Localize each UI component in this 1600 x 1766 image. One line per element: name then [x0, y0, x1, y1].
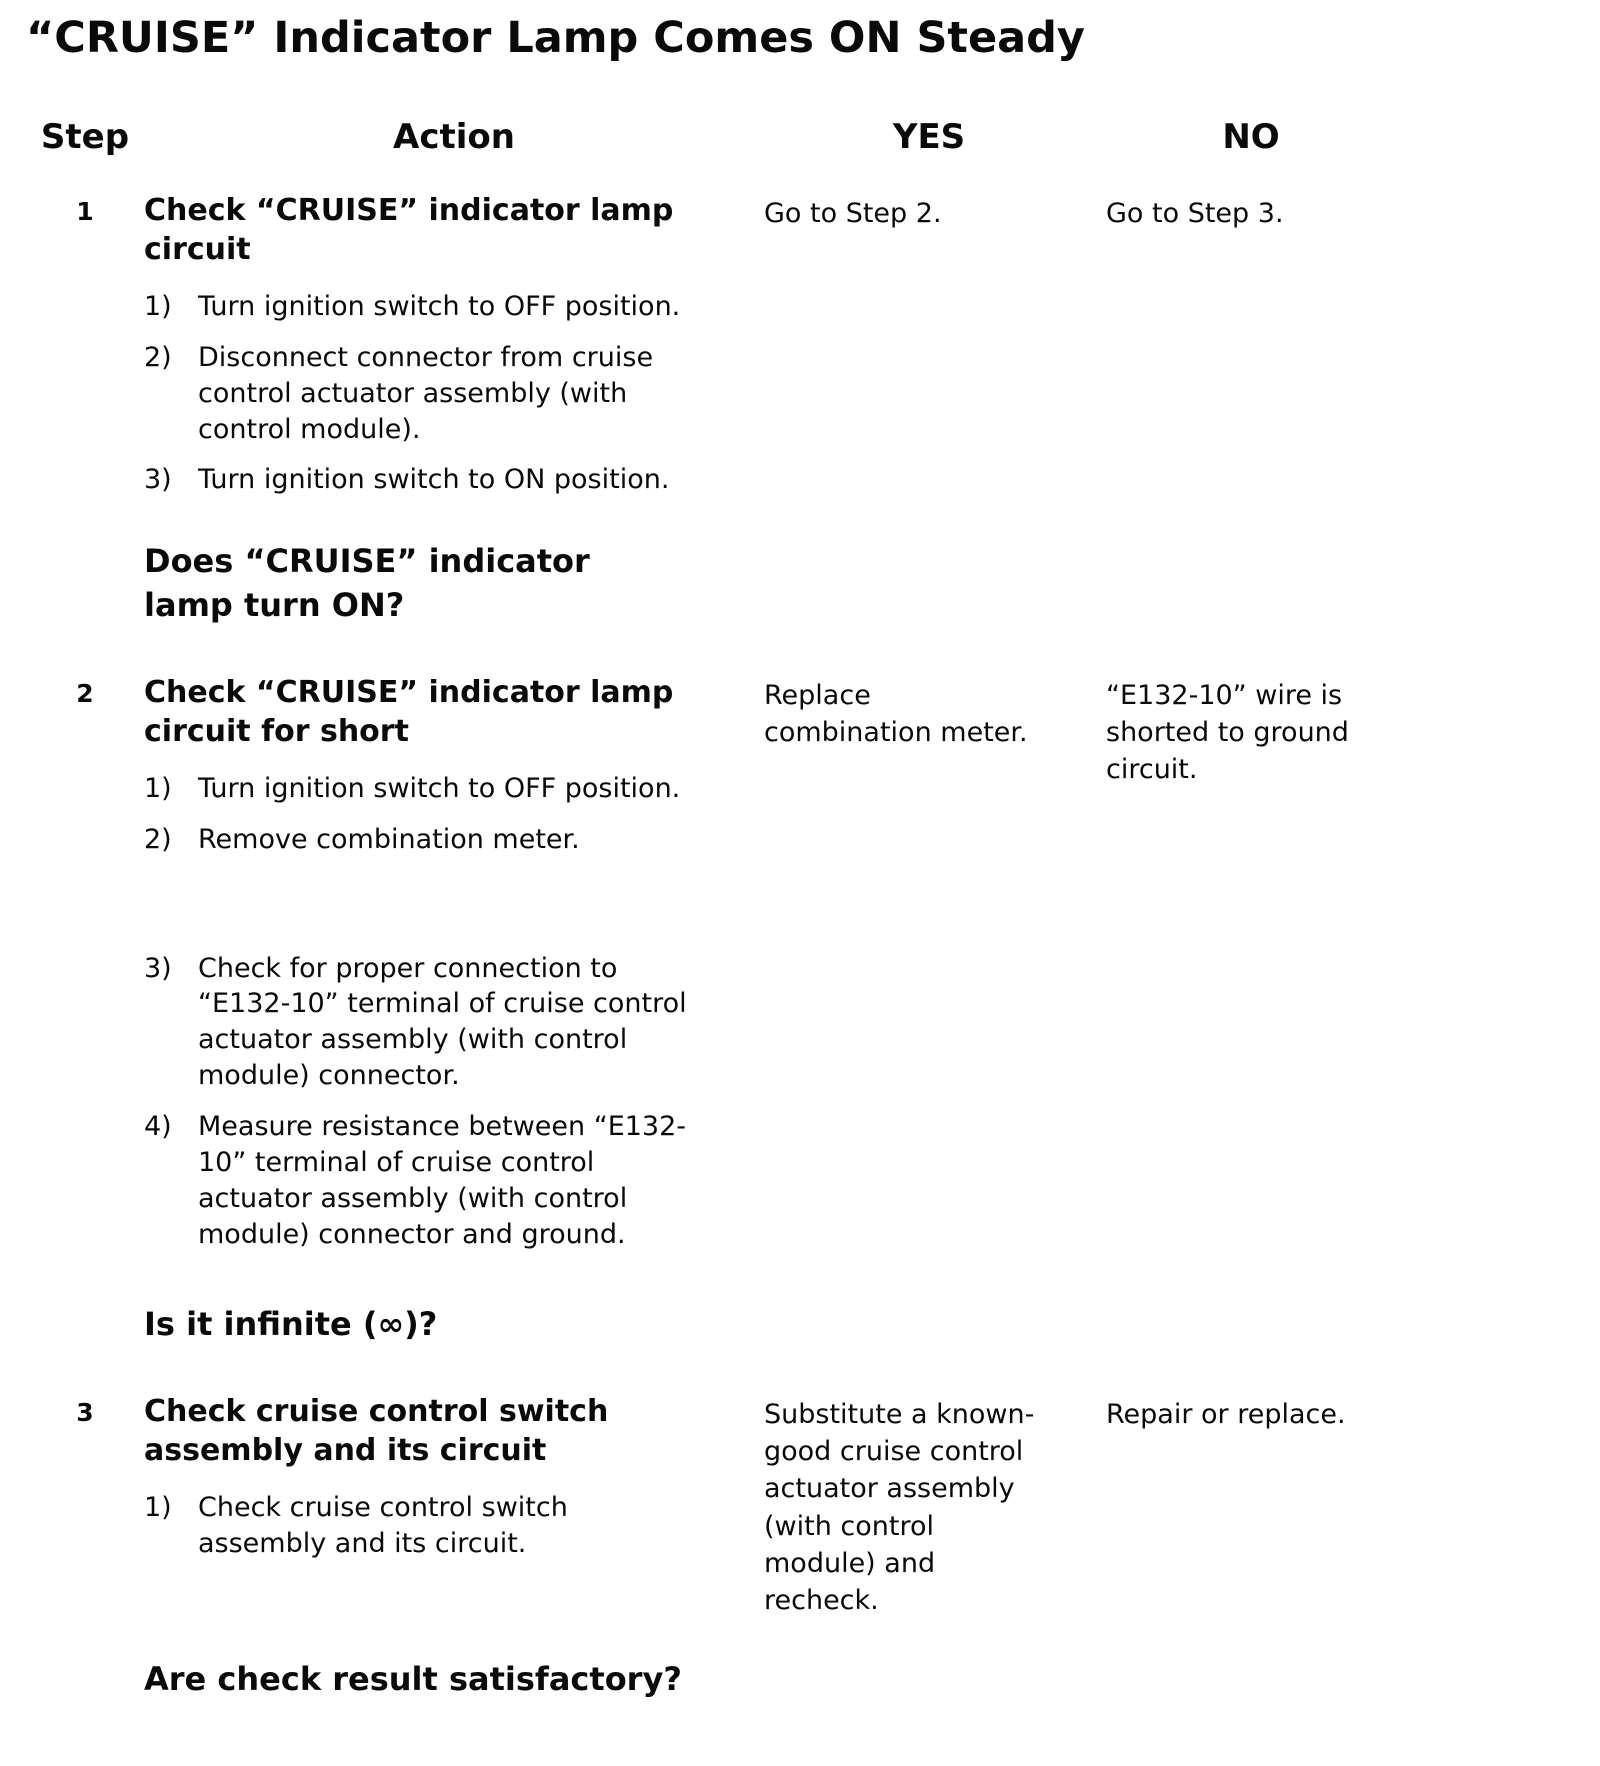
column-header-action: Action	[393, 117, 515, 158]
action-cell	[144, 673, 764, 1346]
column-header-no	[1094, 119, 1570, 156]
list-item-number: 1)	[144, 290, 172, 322]
list-item-text: Turn ignition switch to OFF position.	[198, 772, 681, 804]
list-item-text: Measure resistance between “E132-10” terminal of cruise control actuator assembly (with control module) connector and ground.	[198, 1111, 687, 1250]
action-cell	[144, 191, 764, 627]
no-cell: Repair or replace.	[1106, 1398, 1346, 1430]
action-heading: Check “CRUISE” indicator lamp circuit	[144, 192, 674, 267]
table-row	[26, 673, 1570, 1346]
action-gap	[144, 873, 754, 951]
list-item-text: Remove combination meter.	[198, 823, 580, 855]
list-item-text: Turn ignition switch to OFF position.	[198, 290, 681, 322]
column-header-no-label: NO	[1222, 117, 1280, 158]
action-list-item	[144, 1109, 704, 1253]
table-row	[26, 1392, 1570, 1701]
list-item-text: Disconnect connector from cruise control actuator assembly (with control module).	[198, 341, 654, 445]
action-list-item	[144, 822, 704, 858]
list-item-number: 2)	[144, 823, 172, 855]
list-item-text: Turn ignition switch to ON position.	[198, 464, 670, 496]
table-row	[26, 191, 1570, 627]
action-list-item	[144, 771, 704, 807]
action-question: Is it infinite (∞)?	[144, 1304, 438, 1343]
action-question: Are check result satisfactory?	[144, 1659, 682, 1698]
list-item-number: 1)	[144, 1491, 172, 1523]
step-number: 1	[76, 196, 94, 226]
action-list-item	[144, 340, 704, 448]
list-item-number: 2)	[144, 341, 172, 373]
yes-cell: Go to Step 2.	[764, 197, 942, 229]
yes-cell: Replace combination meter.	[764, 679, 1028, 748]
action-heading: Check “CRUISE” indicator lamp circuit for short	[144, 674, 674, 749]
list-item-number: 3)	[144, 952, 172, 984]
column-header-step: Step	[40, 117, 130, 158]
list-item-number: 4)	[144, 1111, 172, 1143]
list-item-number: 1)	[144, 772, 172, 804]
action-list-item	[144, 289, 704, 325]
step-number: 2	[76, 678, 94, 708]
no-cell: Go to Step 3.	[1106, 197, 1284, 229]
page-title: “CRUISE” Indicator Lamp Comes ON Steady	[26, 13, 1085, 63]
no-cell: “E132-10” wire is shorted to ground circuit.	[1106, 679, 1349, 786]
list-item-text: Check for proper connection to “E132-10” terminal of cruise control actuator assembly (with control module) connector.	[198, 952, 687, 1092]
action-question: Does “CRUISE” indicator lamp turn ON?	[144, 542, 590, 624]
action-list-item	[144, 1490, 656, 1562]
list-item-number: 3)	[144, 464, 172, 496]
action-list-item	[144, 951, 704, 1095]
list-item-text: Check cruise control switch assembly and its circuit.	[198, 1491, 568, 1559]
table-header-row	[26, 119, 1570, 156]
step-number: 3	[76, 1397, 94, 1427]
action-heading: Check cruise control switch assembly and its circuit	[144, 1393, 609, 1468]
yes-cell: Substitute a known-good cruise control actuator assembly (with control module) and recheck.	[764, 1398, 1035, 1617]
action-list-item	[144, 462, 704, 498]
column-header-yes: YES	[892, 117, 966, 158]
action-cell	[144, 1392, 764, 1701]
